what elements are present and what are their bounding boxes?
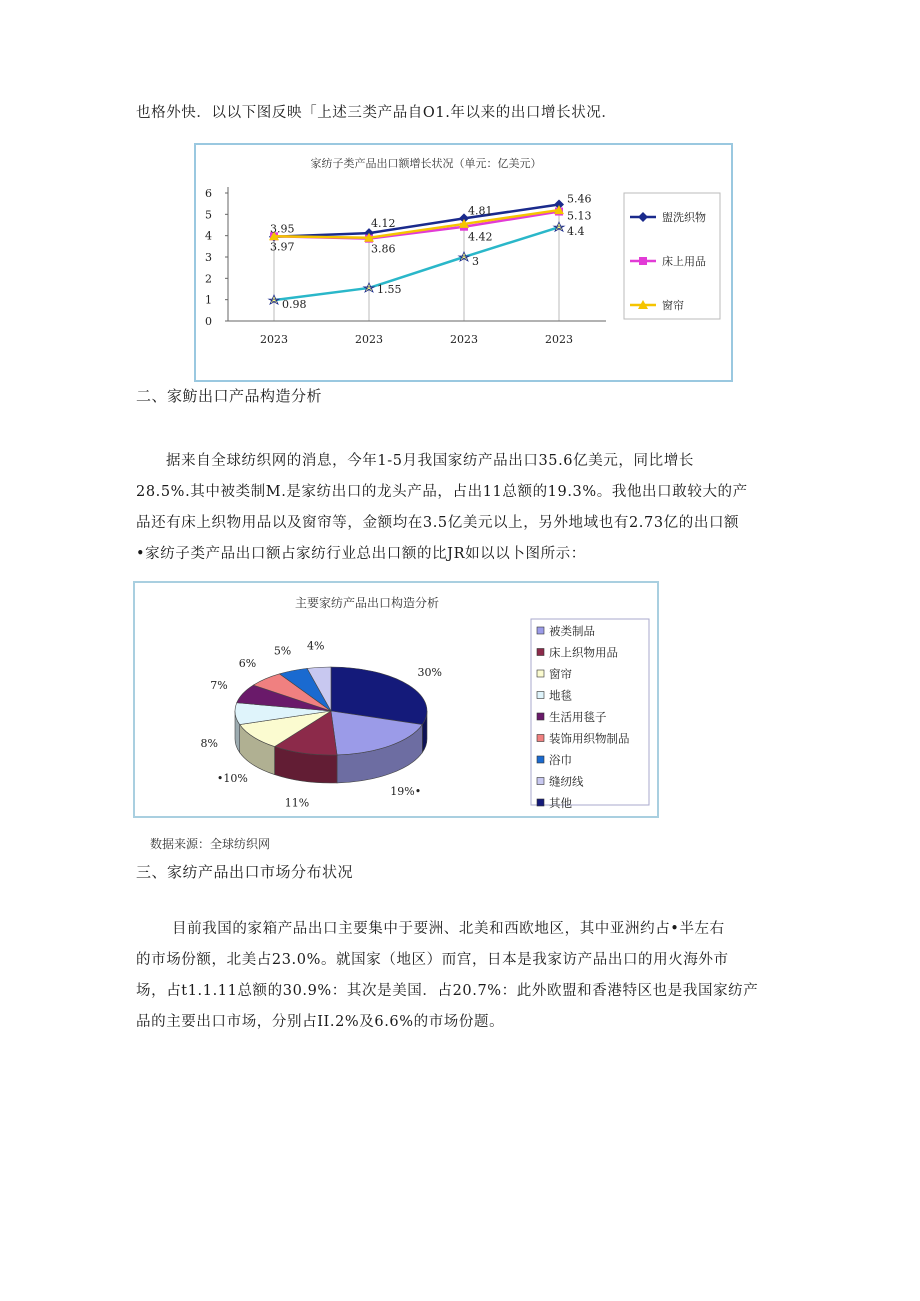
legend-swatch [537, 756, 544, 763]
section-3-paragraph [136, 914, 784, 1038]
legend-label: 床上织物用品 [549, 645, 618, 660]
legend-label: 浴巾 [549, 753, 572, 767]
data-label: 3.86 [371, 242, 396, 256]
legend-label: 地毯 [549, 688, 572, 703]
pie-slice-label: 30% [417, 666, 442, 680]
data-label: 5.13 [567, 209, 592, 223]
para3-line-4: 品的主要出口市场，分别占II.2%及6.6%的市场份题。 [136, 1014, 505, 1030]
para2-line-1: 据来自全球纺织网的消息，今年1-5月我国家纺产品出口35.6亿美元，同比增长 [166, 453, 694, 469]
y-tick-label: 1 [205, 293, 212, 307]
pie-chart-title: 主要家纺产品出口构造分析 [294, 596, 440, 610]
x-tick-label: 2023 [450, 333, 478, 346]
legend-label: 窗帘 [549, 667, 572, 681]
pie-chart-figure [133, 581, 659, 818]
intro-line: 也格外快．以以下图反映「上述三类产品自O1.年以来的出口增长状况． [136, 105, 617, 121]
para3-line-2: 的市场份额，北美占23.0%。就国家（地区）而宫，日本是我家访产品出口的用火海外市 [136, 952, 729, 968]
data-label: 5.46 [567, 192, 592, 206]
legend-label: 床上用品 [662, 255, 706, 268]
y-tick-label: 2 [205, 272, 212, 286]
pie-slice-label: 8% [200, 737, 218, 751]
line-chart-title: 家纺子类产品出口额增长状况（单元：亿美元） [310, 157, 542, 170]
data-label: 1.55 [377, 282, 402, 296]
pie-slice-label: 7% [210, 678, 228, 692]
legend-label: 装饰用织物制品 [549, 731, 630, 746]
y-tick-label: 4 [205, 229, 212, 243]
data-label: 0.98 [282, 298, 307, 312]
legend-label: 其他 [549, 796, 572, 810]
data-label: 4.81 [468, 204, 493, 218]
legend-marker [639, 257, 647, 265]
para3-line-3: 场，占t1.1.11总额的30.9%：其次是美国．占20.7%：此外欧盟和香港特区也是我国家纺产 [136, 983, 759, 999]
pie-slice-label: 6% [238, 656, 257, 670]
para2-line-4: •家纺子类产品出口额占家纺行业总出口额的比JR如以以卜图所示： [136, 546, 586, 562]
section-2-heading: 二、家鲂出口产品构造分析 [136, 387, 323, 405]
y-tick-label: 5 [205, 208, 212, 222]
pie-slice-label: •10% [216, 771, 248, 785]
legend-swatch [537, 627, 544, 634]
legend-swatch [537, 649, 544, 656]
data-label: 4.12 [371, 217, 396, 231]
intro-paragraph [136, 98, 784, 129]
legend-swatch [537, 799, 544, 806]
legend-label: 缝纫线 [549, 774, 584, 789]
x-tick-label: 2023 [545, 333, 573, 346]
legend-label: 生活用毯子 [549, 710, 607, 724]
legend-swatch [537, 692, 544, 699]
x-tick-label: 2023 [260, 333, 288, 346]
pie-slice-label: 4% [306, 639, 325, 653]
legend-label: 被类制品 [549, 624, 595, 638]
legend-swatch [537, 670, 544, 677]
legend-swatch [537, 735, 544, 742]
legend-label: 盥洗织物 [662, 211, 706, 224]
y-tick-label: 3 [205, 251, 212, 264]
section-2-paragraph [136, 446, 784, 570]
data-label: 4.4 [567, 225, 585, 239]
x-tick-label: 2023 [355, 333, 383, 346]
pie-slice-label: 19%• [390, 785, 422, 799]
pie-slice-label: 5% [273, 644, 292, 658]
y-tick-label: 6 [205, 187, 212, 200]
data-label: 3.97 [270, 240, 295, 254]
data-label: 3 [472, 255, 479, 268]
para2-line-2: 28.5%.其中被类制M.是家纺出口的龙头产品，占出11总额的19.3%。我他出口敢较大的产 [136, 484, 748, 500]
line-chart [196, 145, 731, 380]
para2-line-3: 品还有床上织物用品以及窗帘等，金额均在3.5亿美元以上，另外地域也有2.73亿的出口额 [136, 515, 740, 531]
y-tick-label: 0 [205, 315, 212, 328]
data-label: 3.95 [270, 222, 295, 236]
section-3-heading: 三、家纺产品出口市场分布状况 [136, 863, 354, 881]
para3-line-1: 目前我国的家箱产品出口主要集中于要洲、北美和西欧地区，其中亚洲约占•半左右 [172, 921, 725, 937]
legend-swatch [537, 778, 544, 785]
pie-slice-label: 11% [284, 796, 310, 810]
data-label: 4.42 [468, 230, 493, 244]
legend-swatch [537, 713, 544, 720]
line-chart-figure [194, 143, 733, 382]
pie-chart [135, 583, 657, 816]
legend-label: 窗帘 [662, 299, 684, 312]
source-note: 数据来源：全球纺织网 [150, 837, 271, 851]
